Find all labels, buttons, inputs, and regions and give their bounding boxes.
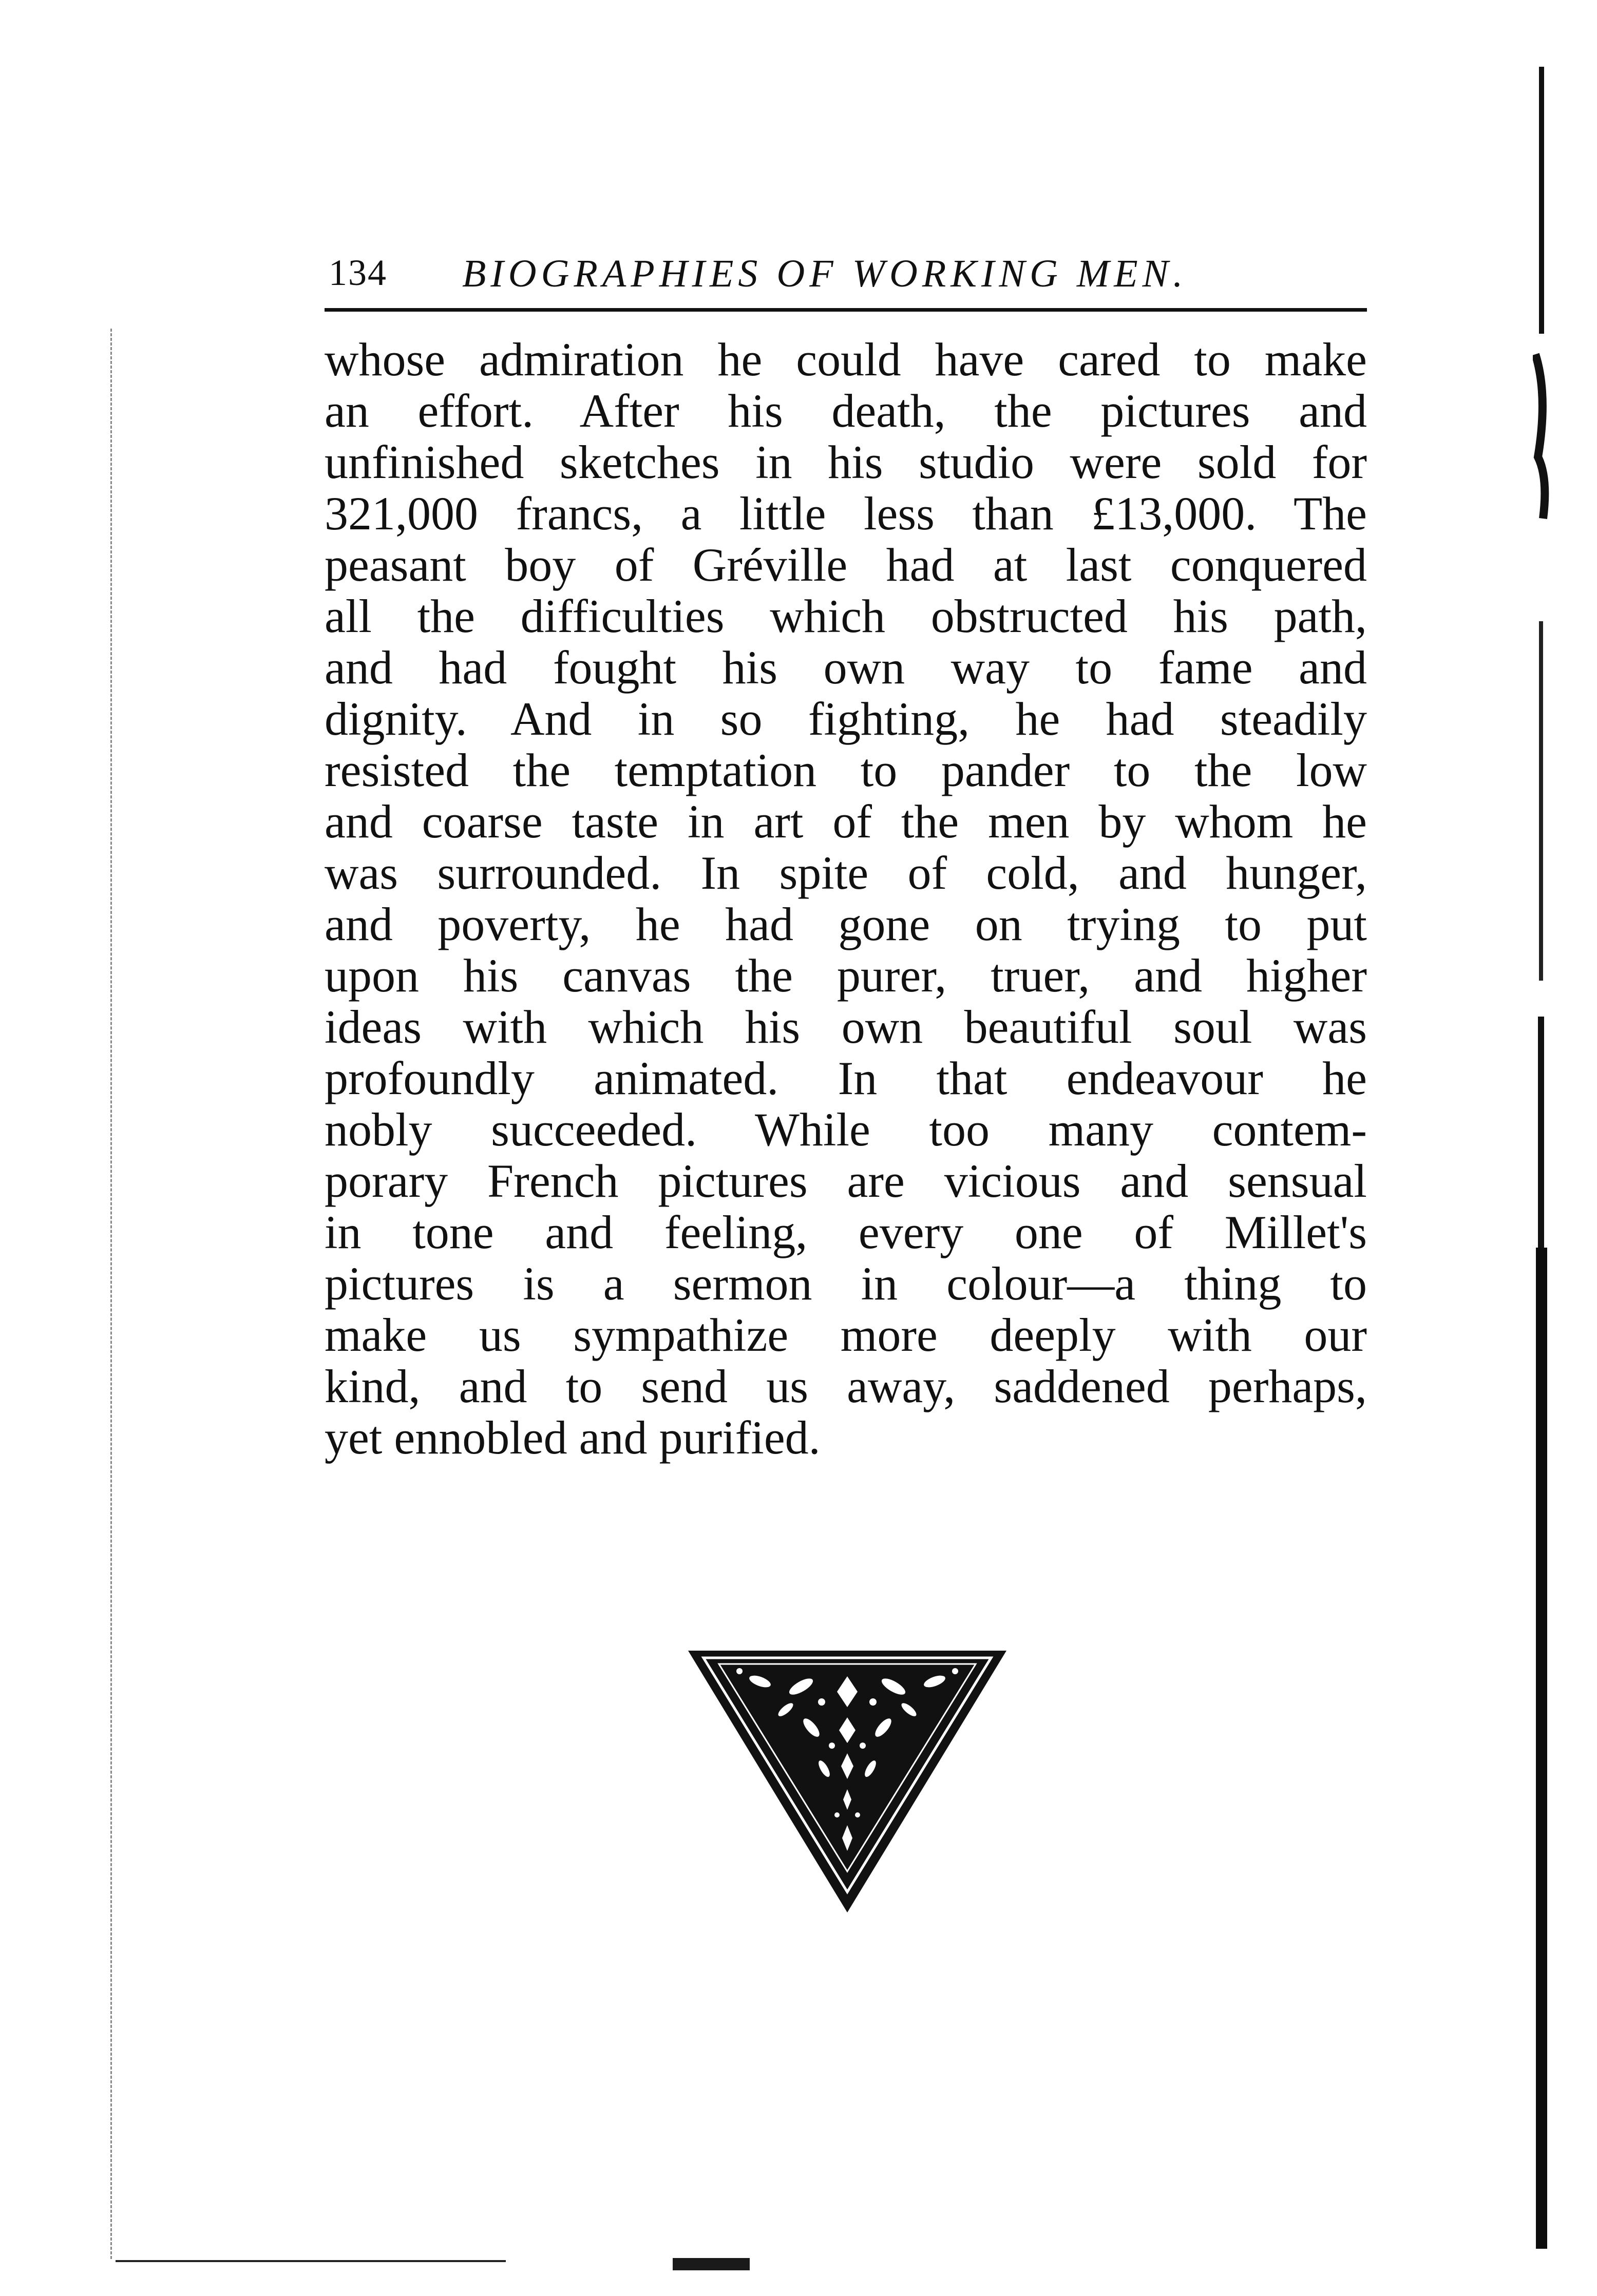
- text-line: and poverty, he had gone on trying to put: [325, 898, 1367, 950]
- text-line: resisted the temptation to pander to the low: [325, 744, 1367, 796]
- bottom-edge-rule: [116, 2260, 506, 2262]
- text-line: an effort. After his death, the pictures and: [325, 385, 1367, 437]
- header-rule: [325, 308, 1367, 312]
- body-paragraph: [325, 334, 1367, 1463]
- text-line: all the difficulties which obstructed his path,: [325, 590, 1367, 642]
- text-line: upon his canvas the purer, truer, and higher: [325, 949, 1367, 1002]
- bottom-binding-mark: [673, 2258, 750, 2270]
- text-line: porary French pictures are vicious and sensual: [325, 1155, 1367, 1207]
- page-number: 134: [329, 252, 387, 293]
- text-line: in tone and feeling, every one of Millet's: [325, 1206, 1367, 1258]
- text-line: make us sympathize more deeply with our: [325, 1309, 1367, 1361]
- running-header: [329, 246, 1366, 303]
- binding-edge: [1533, 67, 1553, 2269]
- text-line: pictures is a sermon in colour—a thing to: [325, 1257, 1367, 1310]
- text-line: and had fought his own way to fame and: [325, 641, 1367, 694]
- triangular-floral-tailpiece-icon: [683, 1640, 1012, 1918]
- text-line: peasant boy of Gréville had at last conquered: [325, 539, 1367, 591]
- text-line: 321,000 francs, a little less than £13,000. The: [325, 487, 1367, 540]
- text-line: yet ennobled and purified.: [325, 1411, 821, 1464]
- running-head-title: BIOGRAPHIES OF WORKING MEN.: [462, 252, 1188, 295]
- text-line: nobly succeeded. While too many contem-: [325, 1103, 1367, 1156]
- text-line: was surrounded. In spite of cold, and hunger,: [325, 847, 1367, 899]
- text-line: ideas with which his own beautiful soul was: [325, 1001, 1367, 1053]
- text-line: unfinished sketches in his studio were sold for: [325, 436, 1367, 488]
- left-page-edge: [110, 329, 115, 2259]
- text-line: and coarse taste in art of the men by whom he: [325, 795, 1367, 848]
- text-line: dignity. And in so fighting, he had steadily: [325, 693, 1367, 745]
- text-line: whose admiration he could have cared to make: [325, 333, 1367, 386]
- text-line: profoundly animated. In that endeavour he: [325, 1052, 1367, 1104]
- text-line: kind, and to send us away, saddened perhaps,: [325, 1360, 1367, 1412]
